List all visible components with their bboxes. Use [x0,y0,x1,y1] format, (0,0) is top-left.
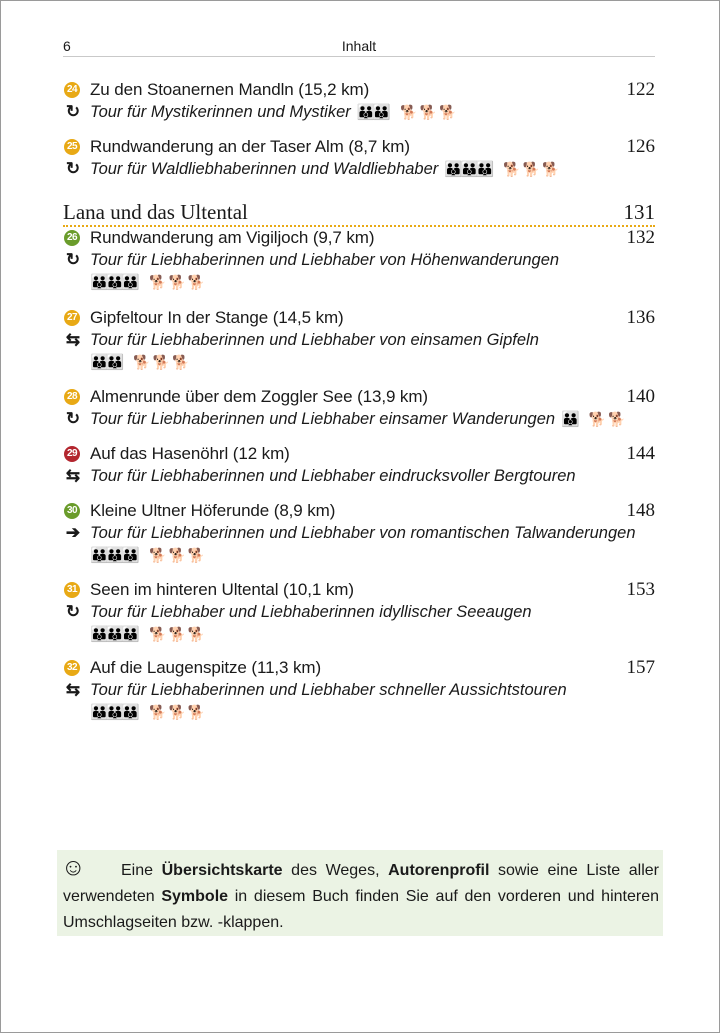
family-icon: 👪 [561,411,577,428]
tour-page-number: 126 [626,136,655,157]
dog-icon: 🐕🐕 [588,411,628,427]
toc-entry[interactable] [63,386,655,430]
tour-title: Rundwanderung an der Taser Alm (8,7 km) [90,137,410,156]
family-icon: 👪👪👪 [90,274,138,291]
section-page-number: 131 [623,200,655,224]
loop-arrow-icon: ↻ [65,602,81,621]
family-icon: 👪👪👪 [90,547,138,564]
loop-arrow-icon: ↻ [65,102,81,121]
tour-number-badge: 27 [64,310,80,326]
tour-number-badge: 25 [64,139,80,155]
tour-page-number: 144 [626,443,655,464]
tour-page-number: 140 [626,386,655,407]
tour-page-number: 157 [626,657,655,678]
tour-page-number: 132 [626,227,655,248]
toc-entry[interactable] [63,136,655,180]
tour-title: Seen im hinteren Ultental (10,1 km) [90,580,354,599]
section-title: Lana und das Ultental [63,200,248,224]
tour-title: Kleine Ultner Höferunde (8,9 km) [90,501,336,520]
tour-subtitle: Tour für Liebhaberinnen und Liebhaber einsamer Wanderungen [90,410,556,428]
loop-arrow-icon: ↻ [65,250,81,269]
tour-number-badge: 28 [64,389,80,405]
tour-title: Zu den Stoanernen Mandln (15,2 km) [90,80,370,99]
toc-entry[interactable] [63,500,655,566]
tour-subtitle: Tour für Liebhaberinnen und Liebhaber von einsamen Gipfeln [90,331,539,349]
tour-number-badge: 30 [64,503,80,519]
page-header [63,38,655,57]
family-icon: 👪👪👪 [90,704,138,721]
tour-subtitle: Tour für Waldliebhaberinnen und Waldliebhaber [90,160,439,178]
note-bold-symbols: Symbole [161,888,229,905]
tour-title: Auf die Laugenspitze (11,3 km) [90,658,322,677]
tour-subtitle: Tour für Liebhaberinnen und Liebhaber eindrucksvoller Bergtouren [90,467,576,485]
note-bold-author: Autorenprofil [388,862,490,879]
tour-subtitle: Tour für Liebhaberinnen und Liebhaber von romantischen Talwanderungen [90,524,636,542]
dog-icon: 🐕🐕🐕 [133,354,192,370]
tour-title: Almenrunde über dem Zoggler See (13,9 km) [90,387,428,406]
tour-number-badge: 32 [64,660,80,676]
dog-icon: 🐕🐕🐕 [149,547,208,563]
there-and-back-icon: ⇆ [65,466,81,485]
tour-subtitle: Tour für Liebhaber und Liebhaberinnen idyllischer Seeaugen [90,603,532,621]
dog-icon: 🐕🐕🐕 [149,704,208,720]
tour-subtitle: Tour für Mystikerinnen und Mystiker [90,103,351,121]
toc-entry[interactable] [63,443,655,487]
tour-number-badge: 24 [64,82,80,98]
tour-title: Auf das Hasenöhrl (12 km) [90,444,290,463]
loop-arrow-icon: ↻ [65,159,81,178]
tour-subtitle: Tour für Liebhaberinnen und Liebhaber schneller Aussichtstouren [90,681,567,699]
tour-page-number: 148 [626,500,655,521]
tour-subtitle: Tour für Liebhaberinnen und Liebhaber von Höhenwanderungen [90,251,560,269]
running-title: Inhalt [341,38,377,54]
dog-icon: 🐕🐕🐕 [149,626,208,642]
page-number: 6 [63,38,71,54]
family-icon: 👪👪 [90,354,122,371]
toc-entry[interactable] [63,579,655,645]
toc-entry[interactable] [63,79,655,123]
there-and-back-icon: ⇆ [65,330,81,349]
tour-title: Rundwanderung am Vigiljoch (9,7 km) [90,228,375,247]
tour-page-number: 122 [626,79,655,100]
tour-page-number: 153 [626,579,655,600]
family-icon: 👪👪👪 [90,626,138,643]
tour-number-badge: 31 [64,582,80,598]
info-note-box [57,850,663,936]
toc-entry[interactable] [63,227,655,293]
smiley-icon: ☺ [61,854,86,881]
tour-page-number: 136 [626,307,655,328]
tour-number-badge: 26 [64,230,80,246]
one-way-arrow-icon: ➔ [65,523,81,542]
tour-title: Gipfeltour In der Stange (14,5 km) [90,308,344,327]
family-icon: 👪👪👪 [444,161,492,178]
dog-icon: 🐕🐕🐕 [400,104,459,120]
info-note-text: Eine Übersichtskarte des Weges, Autorenprofil sowie eine Liste aller verwendeten Symbole in diesem Buch finden Sie auf den vorderen und hinteren Umschlagseiten bzw. -klappen. [63,862,660,931]
loop-arrow-icon: ↻ [65,409,81,428]
toc-entry[interactable] [63,657,655,723]
note-bold-map: Übersichtskarte [161,862,283,879]
there-and-back-icon: ⇆ [65,680,81,699]
section-heading[interactable] [63,199,655,227]
dog-icon: 🐕🐕🐕 [503,161,562,177]
toc-entry[interactable] [63,307,655,373]
dog-icon: 🐕🐕🐕 [149,274,208,290]
family-icon: 👪👪 [356,104,389,121]
tour-number-badge: 29 [64,446,80,462]
